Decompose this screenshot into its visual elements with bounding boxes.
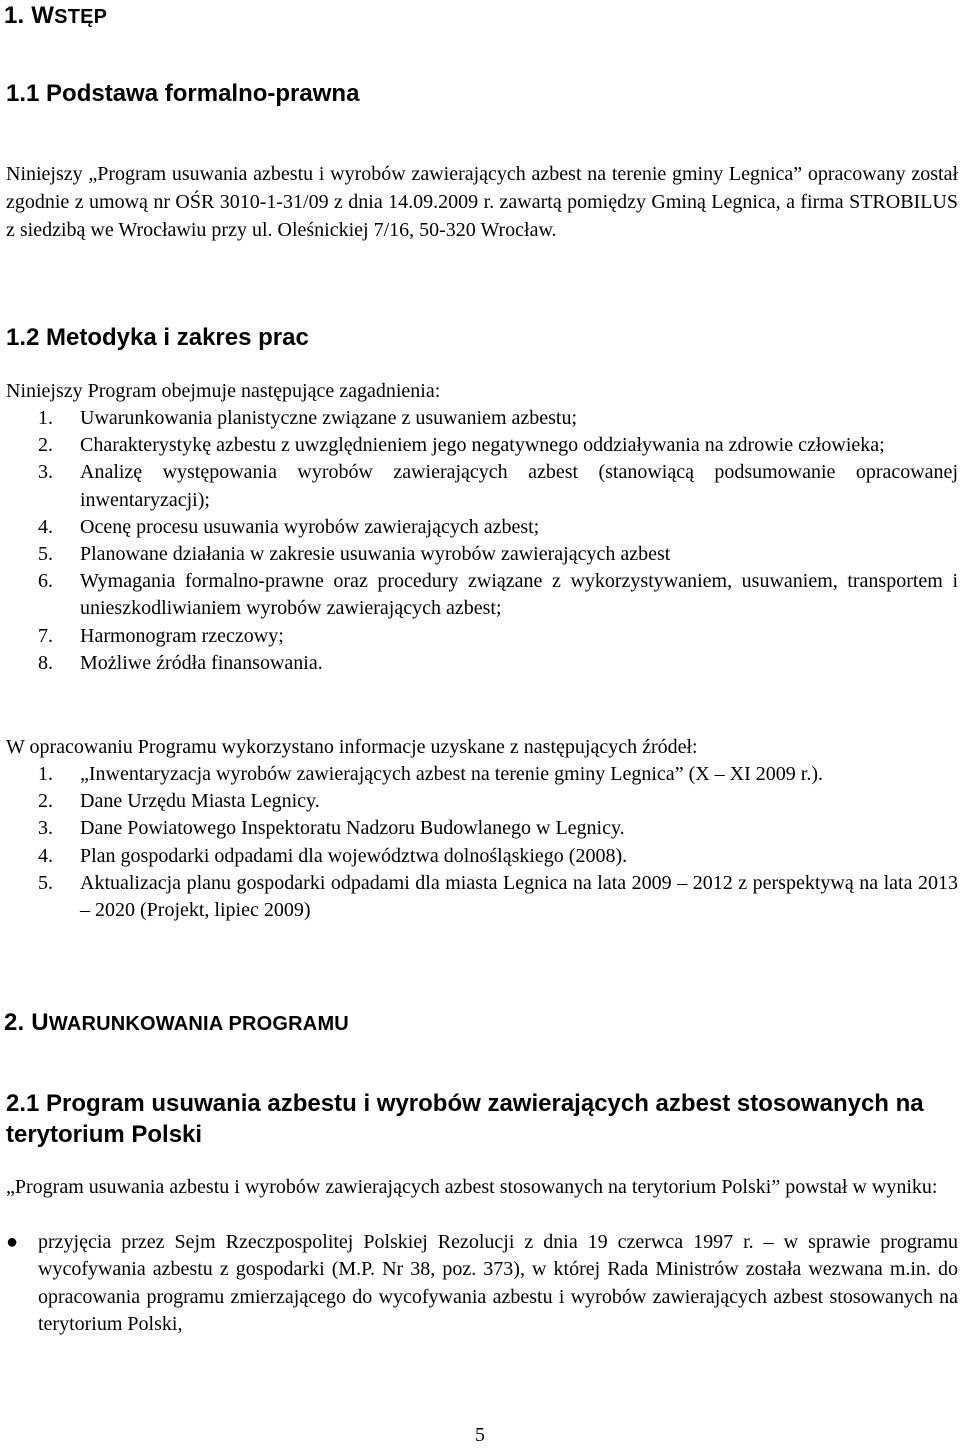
list-item-number: 8. [38,651,53,674]
chapter-number: 2. [4,1009,25,1036]
list-item-number: 5. [38,871,53,894]
list-item-text: Plan gospodarki odpadami dla województwa dolnośląskiego (2008). [80,844,628,867]
bullet-icon: ● [6,1231,19,1253]
scope-list [6,405,958,677]
list-item [6,623,958,650]
chapter-title-initial: W [31,2,55,29]
chapter-title-rest: STĘP [54,6,108,28]
list-item-number: 2. [38,790,53,813]
list-item-text: Analizę występowania wyrobów zawierających azbest (stanowiącą podsumowanie opracowanej inwentaryzacji); [80,461,958,511]
list-item [6,514,958,541]
list-item-number: 5. [38,543,53,566]
list-item-text: Dane Urzędu Miasta Legnicy. [80,790,320,813]
paragraph-legal-basis: Niniejszy „Program usuwania azbestu i wyrobów zawierających azbest na terenie gminy Legnica” opracowany został zgodnie z umową nr OŚR 3010-1-31/09 z dnia 14.09.2009 r. zawartą pomiędzy Gminą Legnica, a firma STROBILUS z siedzibą we Wrocławiu przy ul. Oleśnickiej 7/16, 50-320 Wrocław. [6,163,958,241]
list-item-text: Charakterystykę azbestu z uwzględnieniem jego negatywnego oddziaływania na zdrowie człowieka; [80,434,885,457]
chapter-heading-uwarunkowania [4,1009,349,1037]
list-item [6,1229,958,1339]
list-item-text: Uwarunkowania planistyczne związane z usuwaniem azbestu; [80,407,578,429]
list-item [6,843,958,870]
list-item-text: Wymagania formalno-prawne oraz procedury związane z wykorzystywaniem, usuwaniem, transportem i unieszkodliwianiem wyrobów zawierających azbest; [80,570,958,620]
chapter-title-initial: U [31,1009,49,1036]
list-item [6,815,958,842]
list-item-text: Aktualizacja planu gospodarki odpadami dla miasta Legnica na lata 2009 – 2012 z perspektywą na lata 2013 – 2020 (Projekt, lipiec 2009) [80,871,958,922]
list-item [6,568,958,622]
paragraph-program-origin: „Program usuwania azbestu i wyrobów zawierających azbest stosowanych na terytorium Polski” powstał w wyniku: [6,1176,938,1198]
list-item-number: 4. [38,515,53,538]
list-item-number: 2. [38,434,53,457]
list-item [6,459,958,513]
page-number: 5 [475,1424,485,1446]
list-item [6,870,958,924]
list-item [6,405,958,432]
list-item-text: „Inwentaryzacja wyrobów zawierających azbest na terenie gminy Legnica” (X – XI 2009 r.). [80,763,823,785]
origin-bullet-list [6,1229,958,1339]
list-item-number: 1. [38,407,53,429]
list-item [6,650,958,677]
paragraph-sources-intro: W opracowaniu Programu wykorzystano informacje uzyskane z następujących źródeł: [6,736,698,758]
list-item-text: Dane Powiatowego Inspektoratu Nadzoru Budowlanego w Legnicy. [80,817,625,840]
chapter-number: 1. [4,2,25,29]
paragraph-scope-intro: Niniejszy Program obejmuje następujące zagadnienia: [6,380,441,402]
list-item-text: Planowane działania w zakresie usuwania wyrobów zawierających azbest [80,543,671,566]
section-heading-2-1: 2.1 Program usuwania azbestu i wyrobów zawierających azbest stosowanych na terytorium Polski [6,1090,924,1148]
list-item [6,541,958,568]
list-item-text: przyjęcia przez Sejm Rzeczpospolitej Polskiej Rezolucji z dnia 19 czerwca 1997 r. – w sprawie programu wycofywania azbestu z gospodarki (M.P. Nr 38, poz. 373), w której Rada Ministrów została wezwana m.in. do opracowania programu zmierzającego do wycofywania azbestu i wyrobów zawierających azbest stosowanych na terytorium Polski, [38,1231,958,1336]
chapter-heading-wstep [4,2,107,30]
list-item-number: 1. [38,763,53,785]
sources-list [6,761,958,924]
list-item-number: 4. [38,844,53,867]
list-item-text: Możliwe źródła finansowania. [80,651,323,674]
list-item [6,432,958,459]
section-heading-1-2: 1.2 Metodyka i zakres prac [6,324,309,351]
list-item [6,788,958,815]
list-item-text: Harmonogram rzeczowy; [80,624,284,647]
list-item-number: 3. [38,461,53,484]
list-item-number: 7. [38,624,53,647]
chapter-title-rest: WARUNKOWANIA PROGRAMU [48,1013,349,1035]
list-item-text: Ocenę procesu usuwania wyrobów zawierających azbest; [80,515,540,538]
list-item [6,761,958,788]
section-heading-1-1: 1.1 Podstawa formalno-prawna [6,80,360,107]
list-item-number: 3. [38,817,53,840]
list-item-number: 6. [38,570,53,593]
